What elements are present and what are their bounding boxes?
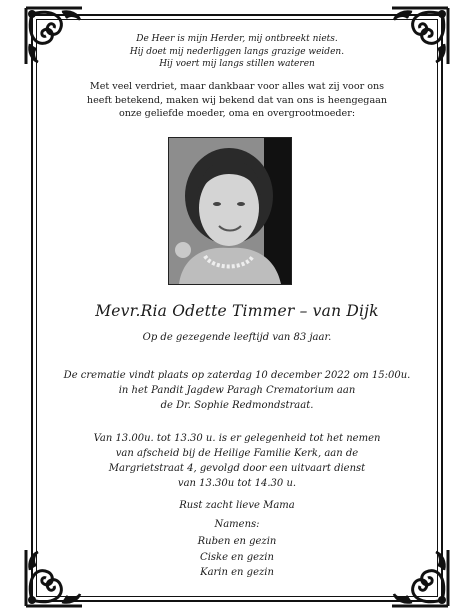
ceremony-line: De crematie vindt plaats op zaterdag 10 december 2022 om 15:00u. [63,370,411,381]
family-member: Ruben en gezin [197,536,277,547]
age-line: Op de gezegende leeftijd van 83 jaar. [142,332,332,343]
farewell-line: van afscheid bij de Heilige Familie Kerk, aan de [115,448,359,459]
ceremony-line: de Dr. Sophie Redmondstraat. [160,400,314,411]
announcement-intro [60,80,414,121]
farewell-line: Van 13.00u. tot 13.30 u. is er gelegenheid tot het nemen [93,433,381,444]
family-member: Ciske en gezin [200,551,274,563]
rest-in-peace-line: Rust zacht lieve Mama [179,500,295,511]
psalm-line: De Heer is mijn Herder, mij ontbreekt niets. [136,34,338,44]
farewell-details [50,431,424,491]
on-behalf-label: Namens: [214,519,260,530]
ceremony-line: in het Pandit Jagdew Paragh Crematorium aan [118,385,356,396]
farewell-line: Margrietstraat 4, gevolgd door een uitvaart dienst [108,463,366,474]
farewell-line: van 13.30u tot 14.30 u. [177,478,297,489]
psalm-line: Hij doet mij nederliggen langs grazige weiden. [129,46,345,57]
family-member: Karin en gezin [200,567,274,578]
intro-line: Met veel verdriet, maar dankbaar voor alles wat zij voor ons [89,81,385,92]
psalm-verse [60,33,414,71]
family-list [60,534,414,581]
cremation-details [50,368,424,413]
portrait-photo [168,137,292,285]
intro-line: onze geliefde moeder, oma en overgrootmoeder: [118,108,356,119]
portrait-image [169,138,291,284]
intro-line: heeft betekend, maken wij bekend dat van ons is heengegaan [86,94,388,106]
deceased-name: Mevr.Ria Odette Timmer – van Dijk [95,302,379,320]
psalm-line: Hij voert mij langs stillen wateren [159,59,315,69]
